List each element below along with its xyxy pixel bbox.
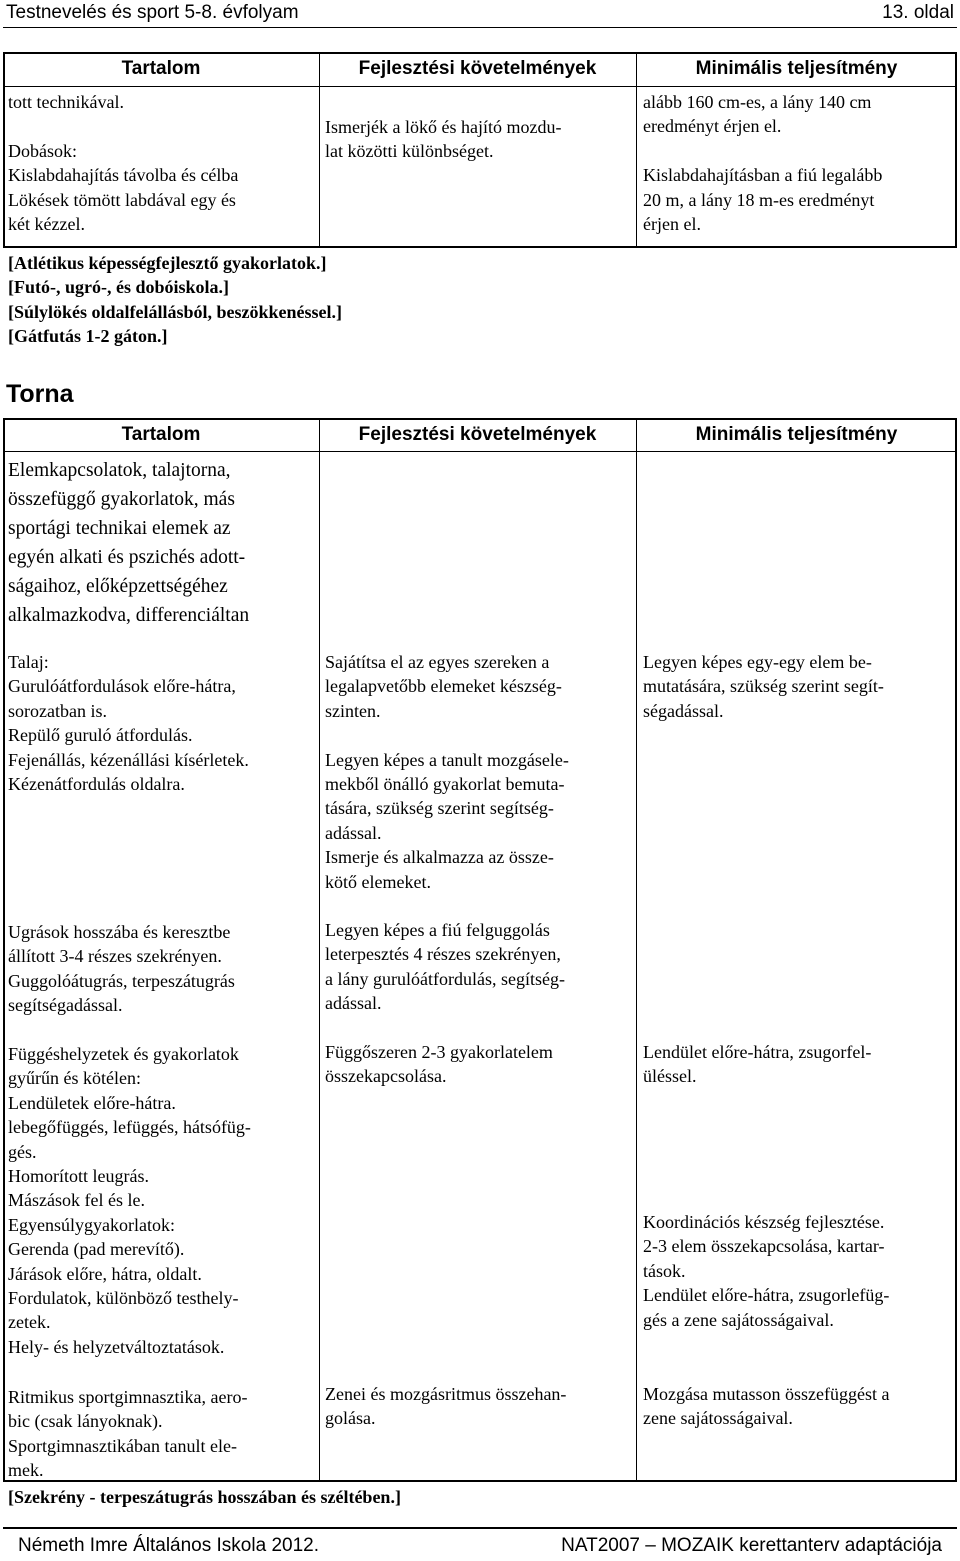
table-2-header-rule bbox=[3, 451, 957, 452]
table-2-row-5-minimum: Mozgása mutasson összefüggést a zene sajátosságaival. bbox=[643, 1384, 890, 1429]
table-2-row-2-minimum: Legyen képes egy-egy elem be- mutatására, szükség szerint segít- ségadással. bbox=[643, 652, 884, 721]
table-1-content-cell: tott technikával. Dobások: Kislabdahajítás távolba és célba Lökések tömött labdával egy és két kézzel. bbox=[8, 92, 239, 235]
header-rule bbox=[3, 27, 957, 28]
table-2-row-1-content: Elemkapcsolatok, talajtorna, összefüggő gyakorlatok, más sportági technikai elemek az egyén alkati és pszichés adott- ságaihoz, előképzettségéhez alkalmazkodva, differenciáltan bbox=[8, 460, 250, 626]
table-1-header-minimum: Minimális teljesítmény bbox=[695, 58, 898, 79]
table-2-row-4-minimum-b: Koordinációs készség fejlesztése. 2-3 elem összekapcsolása, kartar- tások. Lendület előre-hátra, zsugorlefüg- gés a zene sajátosságaival. bbox=[643, 1212, 890, 1330]
table-2-notes: [Szekrény - terpeszátugrás hosszában és széltében.] bbox=[8, 1487, 401, 1507]
table-1-requirements-cell: Ismerjék a lökő és hajító mozdu- lat közötti különbséget. bbox=[325, 117, 562, 162]
table-2-row-2-requirements: Sajátítsa el az egyes szereken a legalapvetőbb elemeket készség- szinten. Legyen képes a tanult mozgásele- mekből önálló gyakorlat bemuta- tására, szükség szerint segítség- adással. Ismerje és alkalmazza az össze- kötő elemeket. bbox=[325, 652, 569, 892]
table-2-header-content: Tartalom bbox=[121, 424, 201, 445]
table-2-row-5-requirements: Zenei és mozgásritmus összehan- golása. bbox=[325, 1384, 567, 1429]
table-1-header-content: Tartalom bbox=[121, 58, 201, 79]
footer-rule bbox=[3, 1527, 957, 1529]
table-1-notes: [Atlétikus képességfejlesztő gyakorlatok.] [Futó-, ugró-, és dobóiskola.] [Súlylökés oldalfelállásból, beszökkenéssel.] [Gátfutás 1-2 gáton.] bbox=[8, 253, 343, 347]
table-1-minimum-cell: alább 160 cm-es, a lány 140 cm eredményt érjen el. Kislabdahajításban a fiú legalább 20 m, a lány 18 m-es eredményt érjen el. bbox=[643, 92, 883, 235]
table-1-header-requirements: Fejlesztési követelmények bbox=[358, 58, 597, 79]
table-2-row-2-content: Talaj: Gurulóátfordulások előre-hátra, sorozatban is. Repülő guruló átfordulás. Fejenállás, kézenállási kísérletek. Kézenátfordulás oldalra. bbox=[8, 652, 249, 795]
table-2-col-divider-1 bbox=[319, 418, 320, 1482]
footer-curriculum: NAT2007 – MOZAIK kerettanterv adaptációja bbox=[561, 1535, 942, 1556]
table-2-row-4-requirements: Függőszeren 2-3 gyakorlatelem összekapcsolása. bbox=[325, 1042, 553, 1087]
table-2-row-4-content: Függéshelyzetek és gyakorlatok gyűrűn és kötélen: Lendületek előre-hátra. lebegőfüggés, lefüggés, hátsófüg- gés. Homorított leugrás. Mászások fel és le. Egyensúlygyakorlatok: Gerenda (pad merevítő). Járások előre, hátra, oldalt. Fordulatok, különböző testhely- zetek. Hely- és helyzetváltoztatások. bbox=[8, 1044, 251, 1357]
table-2-row-5-content: Ritmikus sportgimnasztika, aero- bic (csak lányoknak). Sportgimnasztikában tanult ele- mek. bbox=[8, 1387, 248, 1481]
table-2-header-requirements: Fejlesztési követelmények bbox=[358, 424, 597, 445]
document-title: Testnevelés és sport 5-8. évfolyam bbox=[6, 2, 299, 23]
table-1-header-rule bbox=[3, 86, 957, 87]
table-2-col-divider-2 bbox=[636, 418, 637, 1482]
table-2-row-4-minimum-a: Lendület előre-hátra, zsugorfel- üléssel. bbox=[643, 1042, 872, 1087]
footer-school: Németh Imre Általános Iskola 2012. bbox=[18, 1535, 319, 1556]
table-2-row-3-content: Ugrások hosszába és keresztbe állított 3-4 részes szekrényen. Guggolóátugrás, terpeszátugrás segítségadással. bbox=[8, 922, 235, 1016]
page-number: 13. oldal bbox=[882, 2, 954, 23]
section-title: Torna bbox=[6, 380, 74, 408]
table-2-header-minimum: Minimális teljesítmény bbox=[695, 424, 898, 445]
table-2-row-3-requirements: Legyen képes a fiú felguggolás leterpesztés 4 részes szekrényen, a lány gurulóátfordulás, segítség- adással. bbox=[325, 920, 565, 1014]
